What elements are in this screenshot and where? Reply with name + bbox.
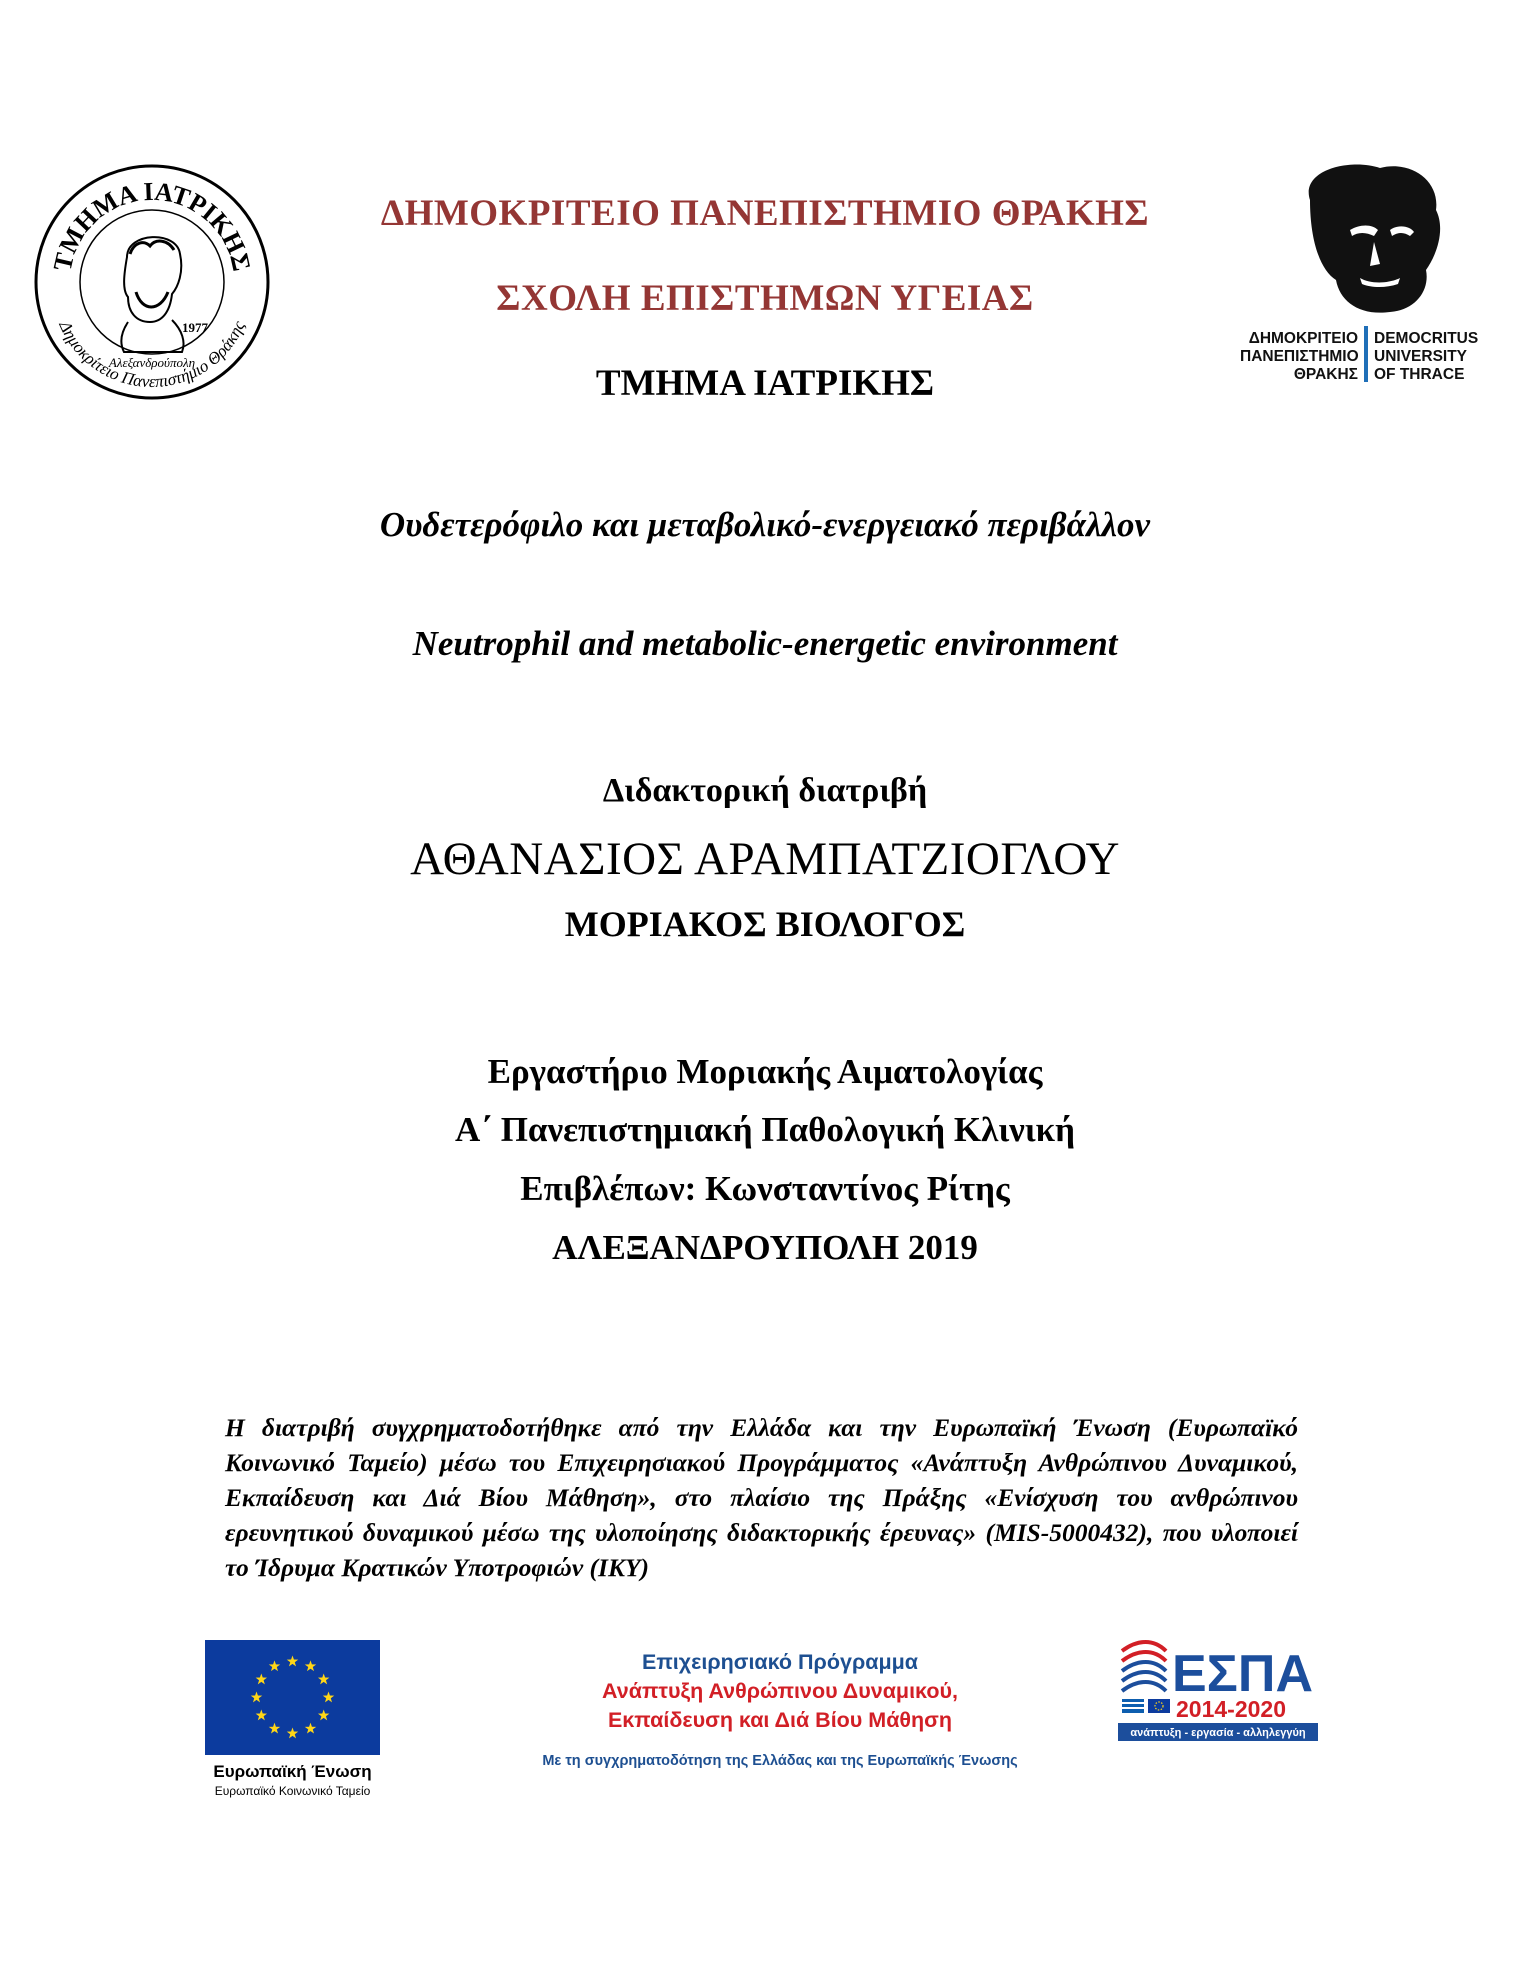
duth-english-line-3: OF THRACE (1374, 366, 1465, 383)
university-name: ΔΗΜΟΚΡΙΤΕΙΟ ΠΑΝΕΠΙΣΤΗΜΙΟ ΘΡΑΚΗΣ (380, 193, 1150, 234)
ep-line-1: Επιχειρησιακό Πρόγραμμα (641, 1650, 918, 1674)
duth-english-line-1: DEMOCRITUS (1374, 330, 1479, 347)
ep-line-2: Ανάπτυξη Ανθρώπινου Δυναμικού, (602, 1679, 958, 1703)
espa-logo (1118, 1633, 1318, 1748)
department-name: ΤΜΗΜΑ ΙΑΤΡΙΚΗΣ (595, 363, 935, 404)
ep-line-3: Εκπαίδευση και Διά Βίου Μάθηση (607, 1708, 953, 1732)
eu-caption (185, 1762, 400, 1798)
duth-divider (1364, 326, 1368, 382)
seal-year: 1977 (182, 320, 208, 335)
thesis-title-english: Neutrophil and metabolic-energetic environment (412, 624, 1118, 663)
clinic-name: Α΄ Πανεπιστημιακή Παθολογική Κλινική (455, 1110, 1075, 1149)
espa-title: ΕΣΠΑ (1172, 1645, 1313, 1703)
school-name: ΣΧΟΛΗ ΕΠΙΣΤΗΜΩΝ ΥΓΕΙΑΣ (496, 278, 1034, 319)
seal-bottom-text: Δημοκρίτειο Πανεπιστήμιο Θράκης (55, 317, 249, 392)
eu-flag-logo (205, 1640, 380, 1755)
duth-greek-line-1: ΔΗΜΟΚΡΙΤΕΙΟ (1248, 330, 1358, 347)
operational-programme-logo (470, 1648, 1090, 1769)
duth-greek-line-3: ΘΡΑΚΗΣ (1293, 366, 1358, 383)
duth-logo (1240, 160, 1500, 383)
eu-caption-title: Ευρωπαϊκή Ένωση (213, 1762, 372, 1781)
lab-name: Εργαστήριο Μοριακής Αιματολογίας (487, 1052, 1043, 1091)
greece-eu-flags-icon (1122, 1699, 1170, 1713)
duth-greek-line-2: ΠΑΝΕΠΙΣΤΗΜΙΟ (1240, 348, 1359, 365)
thesis-type: Διδακτορική διατριβή (602, 772, 928, 809)
eu-caption-subtitle: Ευρωπαϊκό Κοινωνικό Ταμείο (214, 1784, 371, 1798)
supervisor: Επιβλέπων: Κωνσταντίνος Ρίτης (520, 1169, 1010, 1208)
thesis-title-greek: Ουδετερόφιλο και μεταβολικό-ενεργειακό περιβάλλον (379, 505, 1151, 544)
author-profession: ΜΟΡΙΑΚΟΣ ΒΙΟΛΟΓΟΣ (564, 904, 966, 944)
funding-statement: Η διατριβή συγχρηματοδοτήθηκε από την Ελλάδα και την Ευρωπαϊκή Ένωση (Ευρωπαϊκό Κοινωνικό Ταμείο) μέσω του Επιχειρησιακού Προγράμματος «Ανάπτυξη Ανθρώπινου Δυναμικού, Εκπαίδευση και Διά Βίου Μάθηση», στο πλαίσιο της Πράξης «Ενίσχυση του ανθρώπινου ερευνητικού δυναμικού μέσω της υλοποίησης διδακτορικής έρευνας» (MIS-5000432), που υλοποιεί το Ίδρυμα Κρατικών Υποτροφιών (ΙΚΥ) (225, 1413, 1298, 1582)
democritus-head-icon (1240, 160, 1500, 320)
author-name: ΑΘΑΝΑΣΙΟΣ ΑΡΑΜΠΑΤΖΙΟΓΛΟΥ (410, 833, 1120, 885)
espa-tagline: ανάπτυξη - εργασία - αλληλεγγύη (1130, 1727, 1306, 1739)
espa-years: 2014-2020 (1176, 1696, 1286, 1722)
duth-english-line-2: UNIVERSITY (1374, 348, 1468, 365)
seal-top-text: ΤΜΗΜΑ ΙΑΤΡΙΚΗΣ (47, 176, 257, 274)
seal-city: Αλεξανδρούπολη (108, 355, 196, 370)
ep-line-4: Με τη συγχρηματοδότηση της Ελλάδας και της Ευρωπαϊκής Ένωσης (542, 1753, 1018, 1769)
espa-waves-icon (1122, 1642, 1166, 1691)
place-year: ΑΛΕΞΑΝΔΡΟΥΠΟΛΗ 2019 (552, 1228, 978, 1267)
